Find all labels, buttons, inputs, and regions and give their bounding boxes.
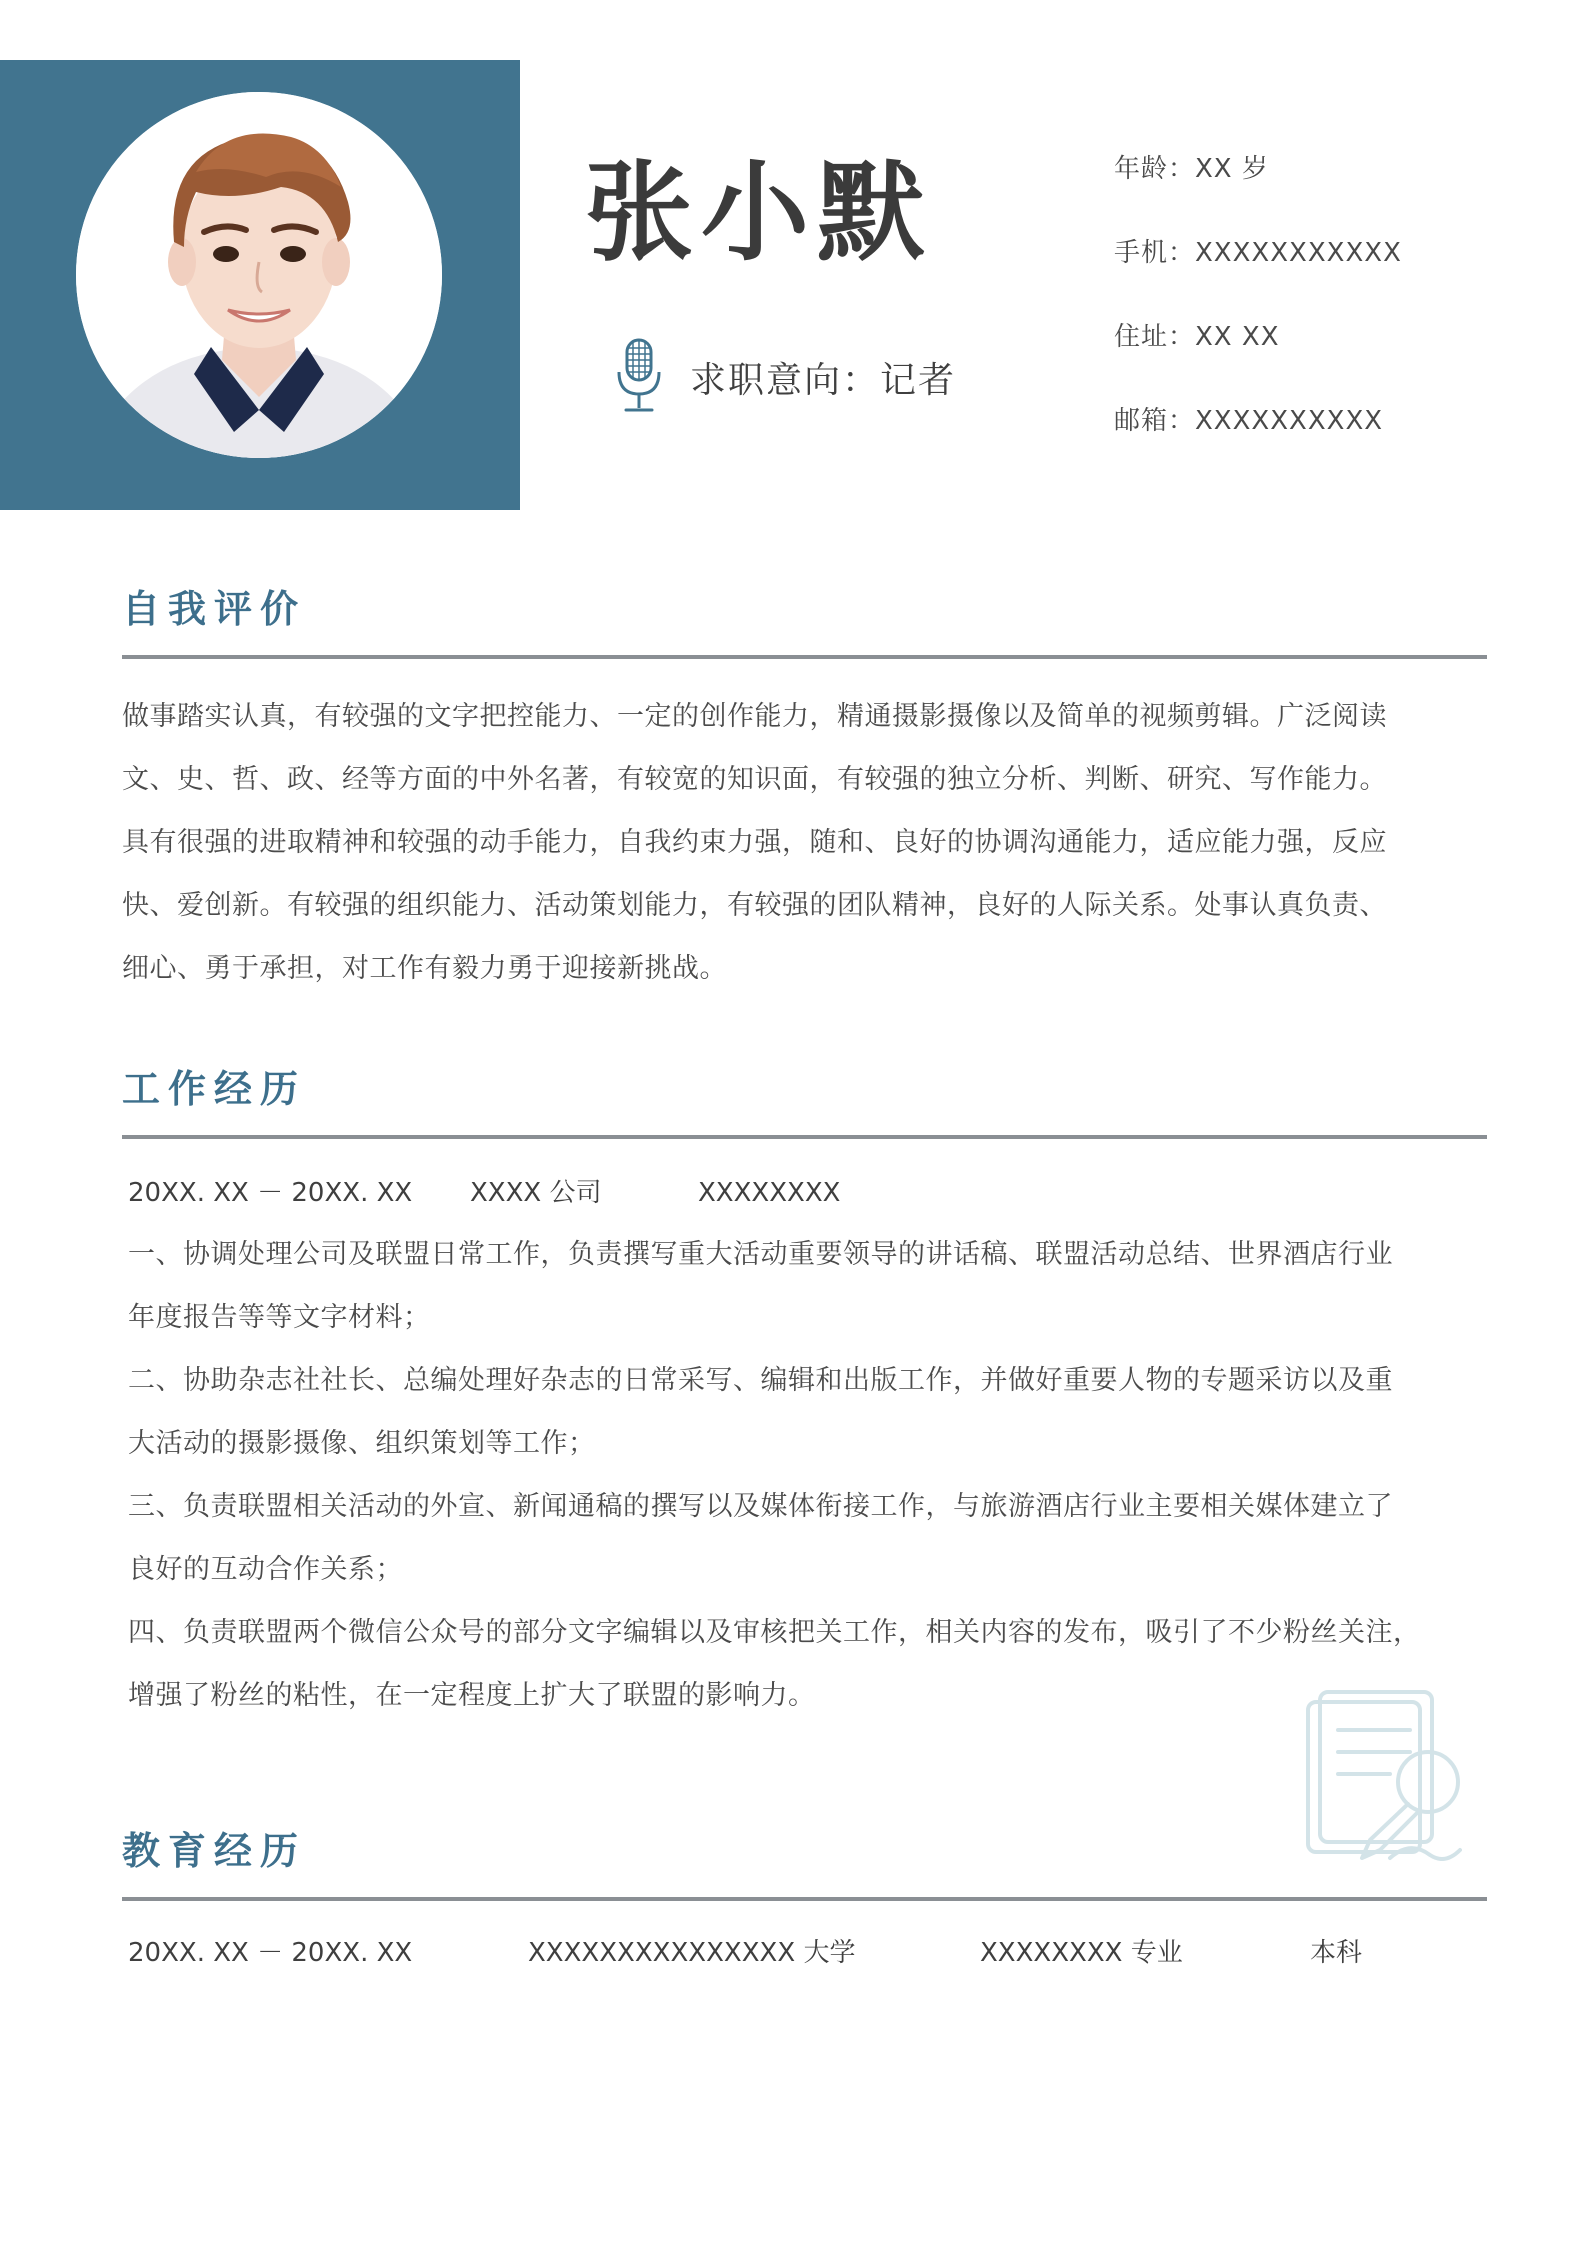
section-divider: [122, 1135, 1487, 1139]
work-section: [122, 1058, 1487, 1727]
text-line: 做事踏实认真，有较强的文字把控能力、一定的创作能力，精通摄影摄像以及简单的视频剪辑。广泛阅读: [122, 701, 1387, 732]
duty-line: 二、协助杂志社社长、总编处理好杂志的日常采写、编辑和出版工作，并做好重要人物的专题采访以及重: [128, 1365, 1393, 1396]
duty-line: 年度报告等等文字材料；: [128, 1302, 431, 1333]
duty-line: 四、负责联盟两个微信公众号的部分文字编辑以及审核把关工作，相关内容的发布，吸引了不少粉丝关注，: [128, 1617, 1421, 1648]
edu-school: XXXXXXXXXXXXXXX 大学: [528, 1938, 856, 1968]
duty-line: 大活动的摄影摄像、组织策划等工作；: [128, 1428, 596, 1459]
text-line: 快、爱创新。有较强的组织能力、活动策划能力，有较强的团队精神，良好的人际关系。处事认真负责、: [122, 890, 1387, 921]
contact-phone: 手机：XXXXXXXXXXX: [1114, 238, 1402, 268]
duty-line: 三、负责联盟相关活动的外宣、新闻通稿的撰写以及媒体衔接工作，与旅游酒店行业主要相关媒体建立了: [128, 1491, 1393, 1522]
contact-email: 邮箱：XXXXXXXXXX: [1114, 406, 1384, 436]
job-position: XXXXXXXX: [698, 1178, 841, 1208]
education-section: [122, 1820, 1487, 1983]
self-eval-section: [122, 578, 1487, 1000]
text-line: 文、史、哲、政、经等方面的中外名著，有较宽的知识面，有较强的独立分析、判断、研究、写作能力。: [122, 764, 1387, 795]
job-header: [122, 1163, 1487, 1223]
section-title: 自我评价: [122, 587, 307, 631]
section-title: 教育经历: [122, 1829, 307, 1873]
edu-major: XXXXXXXX 专业: [980, 1938, 1183, 1968]
contact-info: [1114, 148, 1402, 484]
duty-line: 增强了粉丝的粘性，在一定程度上扩大了联盟的影响力。: [128, 1680, 816, 1711]
self-eval-text: [122, 685, 1487, 1000]
duty-line: 良好的互动合作关系；: [128, 1554, 403, 1585]
section-divider: [122, 1897, 1487, 1901]
text-line: 具有很强的进取精神和较强的动手能力，自我约束力强，随和、良好的协调沟通能力，适应能力强，反应: [122, 827, 1387, 858]
education-row: [122, 1923, 1487, 1983]
contact-age: 年龄：XX 岁: [1114, 154, 1269, 184]
avatar: [76, 92, 442, 458]
edu-period: 20XX. XX － 20XX. XX: [128, 1938, 413, 1968]
candidate-name: 张小默: [585, 151, 934, 276]
duty-line: 一、协调处理公司及联盟日常工作，负责撰写重大活动重要领导的讲话稿、联盟活动总结、世界酒店行业: [128, 1239, 1393, 1270]
job-company: XXXX 公司: [470, 1178, 602, 1208]
section-divider: [122, 655, 1487, 659]
edu-degree: 本科: [1310, 1938, 1363, 1968]
photo-panel: [0, 60, 520, 510]
contact-address: 住址：XX XX: [1114, 322, 1280, 352]
portrait-illustration: [76, 92, 442, 458]
section-title: 工作经历: [122, 1067, 307, 1111]
text-line: 细心、勇于承担，对工作有毅力勇于迎接新挑战。: [122, 953, 727, 984]
job-duties: [128, 1223, 1487, 1727]
microphone-icon: [610, 338, 668, 416]
job-intent-label: 求职意向：记者: [690, 359, 957, 401]
job-intent: [610, 338, 956, 416]
job-period: 20XX. XX － 20XX. XX: [128, 1178, 413, 1208]
